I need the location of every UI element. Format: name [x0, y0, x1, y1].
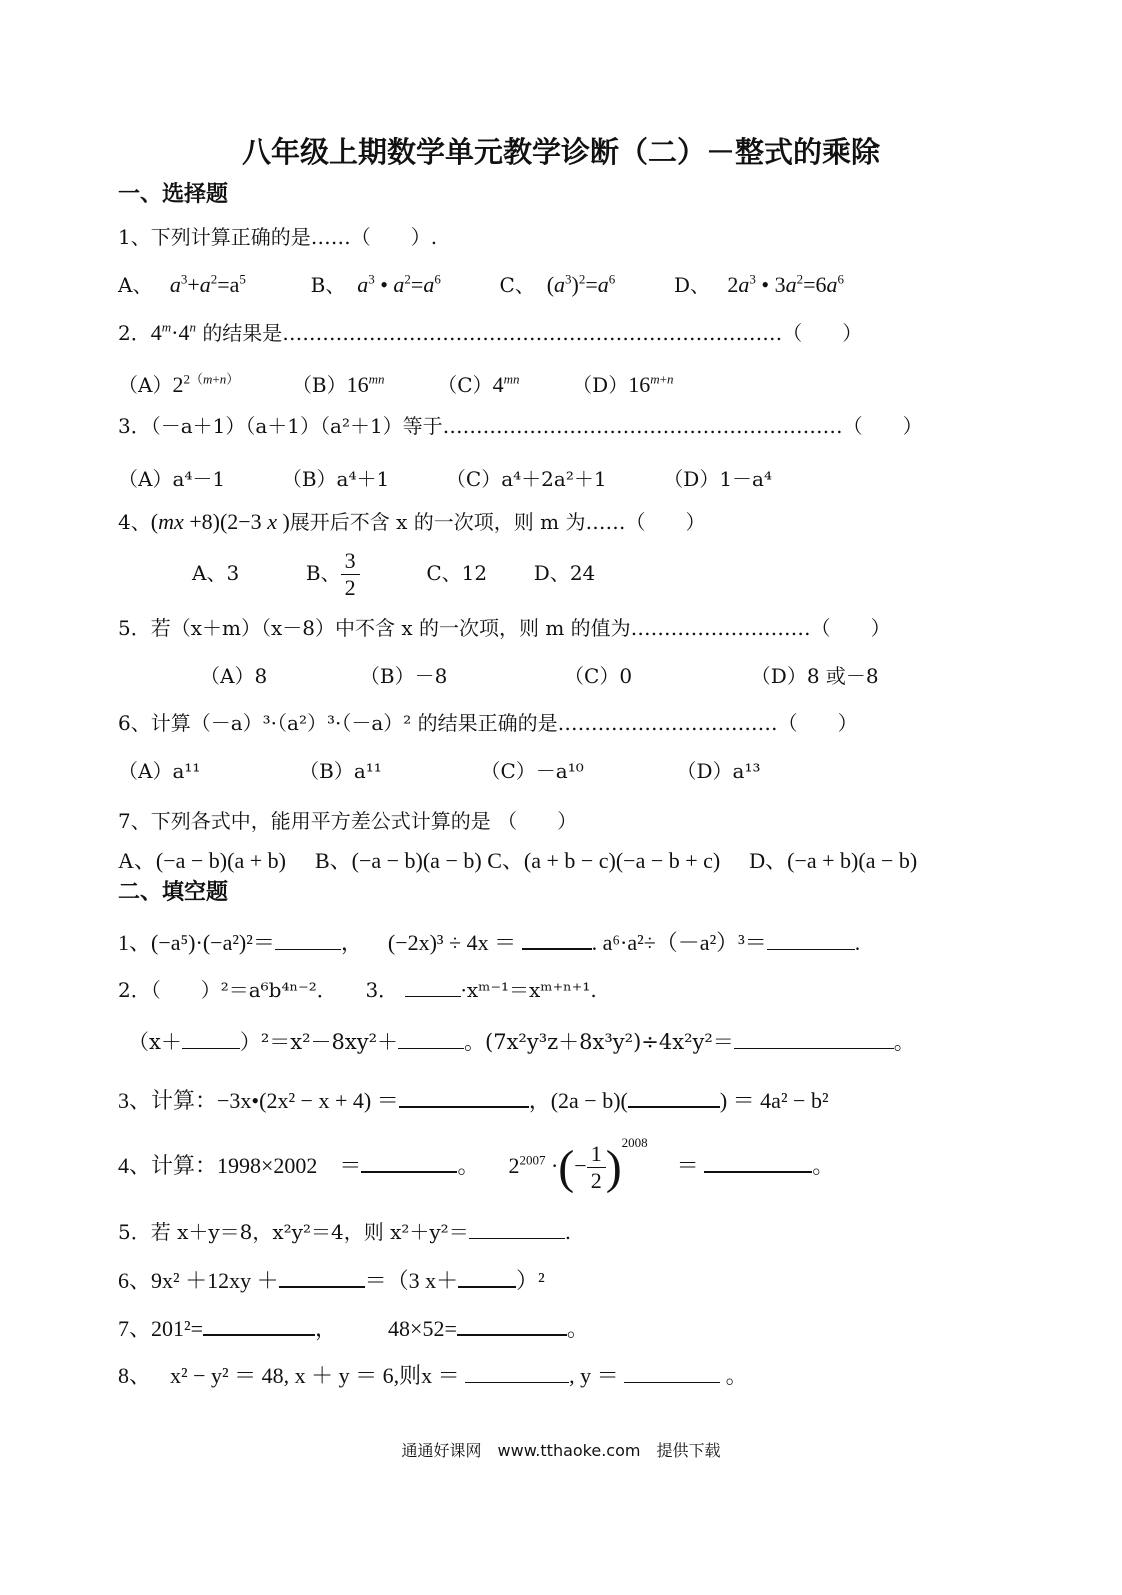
q1-option-b-label: B、: [310, 273, 346, 297]
question-6-stem: 6、计算（－a）³·（a²）³·（－a）² 的结果正确的是……………………………（ ）: [118, 711, 858, 735]
q2-option-a-expr: $2^{2(m+n)}$: [172, 371, 240, 397]
f3-expr: ·xᵐ⁻¹＝xᵐ⁺ⁿ⁺¹.: [460, 978, 597, 1002]
f7-blank-2[interactable]: [457, 1312, 567, 1336]
fill-8: 8、 x² − y² ＝ 48, x ＋ y ＝ 6,则x ＝ , y ＝ 。: [118, 1360, 748, 1391]
f5-blank[interactable]: [469, 1216, 565, 1239]
q2-option-c-expr: $4^{mn}$: [492, 371, 520, 397]
page-footer: 通通好课网 www.tthaoke.com 提供下载: [401, 1441, 721, 1460]
q4-expr: (mx +8)(2−3 x ): [150, 509, 290, 534]
f7-number: 7、: [118, 1316, 152, 1341]
f1-expr-2: (−2x)³ ÷ 4x ＝: [387, 930, 517, 955]
q4-number: 4、: [118, 510, 151, 534]
fill-3: [118, 1084, 829, 1116]
q2-option-a-label: （A）: [118, 373, 173, 397]
q5-option-c: （C）0: [564, 664, 633, 688]
f4-exponent-1: 2007: [519, 1152, 546, 1168]
question-2-stem: [118, 318, 862, 348]
q1-option-a-label: A、: [118, 273, 153, 297]
f1-number: 1、: [118, 930, 152, 955]
q5-option-a: （A）8: [200, 664, 268, 688]
q7-option-a: A、(−a − b)(a + b): [118, 848, 286, 873]
f8-expr-2: , y ＝: [569, 1363, 619, 1388]
q1-option-d-label: D、: [674, 273, 711, 297]
q6-option-d: （D）a¹³: [676, 759, 761, 783]
q3-option-a: （A）a⁴－1: [118, 467, 226, 491]
f6-expr-1: 9x² ＋12xy ＋: [151, 1268, 279, 1293]
q4-tail: 展开后不含 x 的一次项，则 m 为……（ ）: [289, 510, 706, 534]
question-5-options: [200, 661, 879, 691]
f2b-expr-1: （x＋: [128, 1030, 182, 1054]
q2-option-d-expr: $16^{m+n}$: [628, 371, 674, 397]
fill-2b: （x＋ ）²＝x²－8xy²＋ 。(7x²y³z＋8x³y²)÷4x²y²＝ 。: [128, 1026, 915, 1057]
q4-option-b-fraction: $\frac{3}{2}$: [341, 548, 360, 601]
f1-expr-1: (−a⁵)·(−a²)²＝: [151, 930, 275, 955]
fill-7: 7、201²= ， 48×52= 。: [118, 1312, 589, 1344]
f6-blank-2[interactable]: [458, 1264, 516, 1288]
f3-calc-expr-2: ，(2a − b)(: [528, 1088, 628, 1113]
q7-option-c: C、(a + b − c)(−a − b + c): [487, 848, 721, 873]
q2-option-b-label: （B）: [291, 373, 347, 397]
q3-option-b: （B）a⁴＋1: [281, 467, 390, 491]
question-7-options: [118, 846, 917, 876]
q4-option-d: D、24: [533, 561, 596, 585]
question-3-stem: 3．（－a＋1）（a＋1）（a²＋1）等于……………………………………………………（ ）: [118, 414, 923, 438]
f4-number: 4、计算：: [118, 1153, 218, 1178]
q5-option-d: （D）8 或－8: [750, 664, 879, 688]
f6-number: 6、: [118, 1268, 152, 1293]
q1-option-b-expr: $a^3$ • $a^2=a^6$: [357, 271, 441, 297]
f2b-blank-3[interactable]: [734, 1026, 894, 1049]
question-1-stem: 1、下列计算正确的是……（ ）.: [118, 225, 438, 249]
fill-5: 5．若 x＋y＝8，x²y²＝4，则 x²＋y²＝ .: [118, 1216, 571, 1247]
question-1-options: [118, 270, 844, 300]
f4-base: 2: [508, 1153, 520, 1178]
f4-fraction: $\frac{1}{2}$: [587, 1141, 606, 1194]
f1-blank-3[interactable]: [767, 927, 855, 950]
f3-calc-expr-3: ) ＝ 4a² − b²: [719, 1088, 829, 1113]
q2-number: 2．: [118, 321, 151, 345]
f2b-expr-2: ）²＝x²－8xy²＋: [239, 1030, 399, 1054]
f2-expr: 2．（ ）²＝a⁶b⁴ⁿ⁻²．: [118, 978, 337, 1002]
f8-number: 8、: [118, 1363, 152, 1388]
q4-option-c: C、12: [426, 561, 488, 585]
question-6-options: [118, 756, 760, 786]
q5-option-b: （B）－8: [359, 664, 448, 688]
q1-option-c-label: C、: [499, 273, 535, 297]
f8-blank-2[interactable]: [624, 1360, 720, 1383]
f8-blank-1[interactable]: [465, 1360, 569, 1383]
f3-calc-blank-2[interactable]: [628, 1084, 720, 1108]
f5-stem: 5．若 x＋y＝8，x²y²＝4，则 x²＋y²＝: [118, 1220, 469, 1244]
f3-calc-blank-1[interactable]: [399, 1084, 529, 1108]
q1-option-d-expr: $2a^3$ • $3a^2=6a^6$: [716, 271, 845, 297]
q2-tail: 的结果是…………………………………………………………………（ ）: [202, 321, 863, 345]
f2b-expr-3: 。(7x²y³z＋8x³y²)÷4x²y²＝: [464, 1030, 734, 1054]
f4-expr-1: 1998×2002 ＝: [217, 1153, 362, 1178]
section-heading-fill: 二、填空题: [118, 880, 229, 905]
f3-calc-expr-1: −3x•(2x² − x + 4) ＝: [217, 1088, 399, 1113]
q6-option-c: （C）－a¹⁰: [480, 759, 584, 783]
q3-option-c: （C）a⁴＋2a²＋1: [445, 467, 607, 491]
fill-1: 1、(−a⁵)·(−a²)²＝ ， (−2x)³ ÷ 4x ＝ . a⁶·a²÷（－a²）³＝ .: [118, 926, 860, 958]
f7-blank-1[interactable]: [203, 1312, 315, 1336]
f3-number: 3．: [365, 978, 399, 1002]
q6-option-a: （A）a¹¹: [118, 759, 201, 783]
q2-option-b-expr: $16^{mn}$: [346, 371, 385, 397]
question-5-stem: 5．若（x＋m）（x－8）中不含 x 的一次项，则 m 的值为………………………（ ）: [118, 616, 891, 640]
q4-option-a: A、3: [192, 561, 240, 585]
q1-option-a-expr: $a^3+a^2=a^5$: [169, 271, 246, 297]
f7-expr-1: 201²=: [151, 1316, 204, 1341]
f3-blank[interactable]: [405, 974, 461, 997]
f6-expr-2: ＝（3 x＋: [364, 1268, 459, 1293]
q2-option-c-label: （C）: [437, 373, 493, 397]
f1-blank-2[interactable]: [522, 926, 592, 950]
fill-6: [118, 1264, 545, 1296]
f4-exponent-2: 2008: [621, 1134, 648, 1150]
f7-expr-2: 48×52=: [388, 1316, 457, 1341]
question-4-options: [192, 548, 595, 601]
question-7-stem: 7、下列各式中，能用平方差公式计算的是 （ ）: [118, 809, 578, 833]
f3-calc-number: 3、计算：: [118, 1088, 218, 1113]
q6-option-b: （B）a¹¹: [299, 759, 382, 783]
page-title: 八年级上期数学单元教学诊断（二）－整式的乘除: [241, 135, 880, 169]
q4-option-b-label: B、: [305, 561, 341, 585]
f4-blank-2[interactable]: [704, 1149, 812, 1173]
f1-expr-3: a⁶·a²÷（－a²）³＝: [602, 930, 767, 955]
fill-2: [118, 974, 597, 1005]
f2b-blank-1[interactable]: [182, 1026, 240, 1049]
f4-blank-1[interactable]: [361, 1149, 457, 1173]
q2-expr: $4^m\cdot 4^n$: [150, 319, 196, 345]
q2-option-d-label: （D）: [572, 373, 629, 397]
q7-option-b: B、(−a − b)(a − b): [314, 848, 482, 873]
f6-blank-1[interactable]: [279, 1264, 365, 1288]
section-heading-choice: 一、选择题: [118, 182, 229, 207]
q3-option-d: （D）1－a⁴: [663, 467, 772, 491]
fill-4: 4、计算：1998×2002 ＝ 。 $2^{2007}$ ·(− $\frac{1}{2}$ )$^{2008}$ ＝ 。: [118, 1134, 835, 1194]
question-2-options: [118, 370, 673, 400]
question-4-stem: [118, 507, 705, 537]
f2b-blank-2[interactable]: [398, 1026, 464, 1049]
q1-option-c-expr: $(a^3)^2=a^6$: [541, 271, 616, 297]
q7-option-d: D、(−a + b)(a − b): [749, 848, 918, 873]
f6-expr-3: ）²: [516, 1268, 545, 1293]
f8-expr-1: x² − y² ＝ 48, x ＋ y ＝ 6,则x ＝: [170, 1363, 460, 1388]
question-3-options: [118, 464, 772, 494]
f1-blank-1[interactable]: [275, 927, 341, 950]
